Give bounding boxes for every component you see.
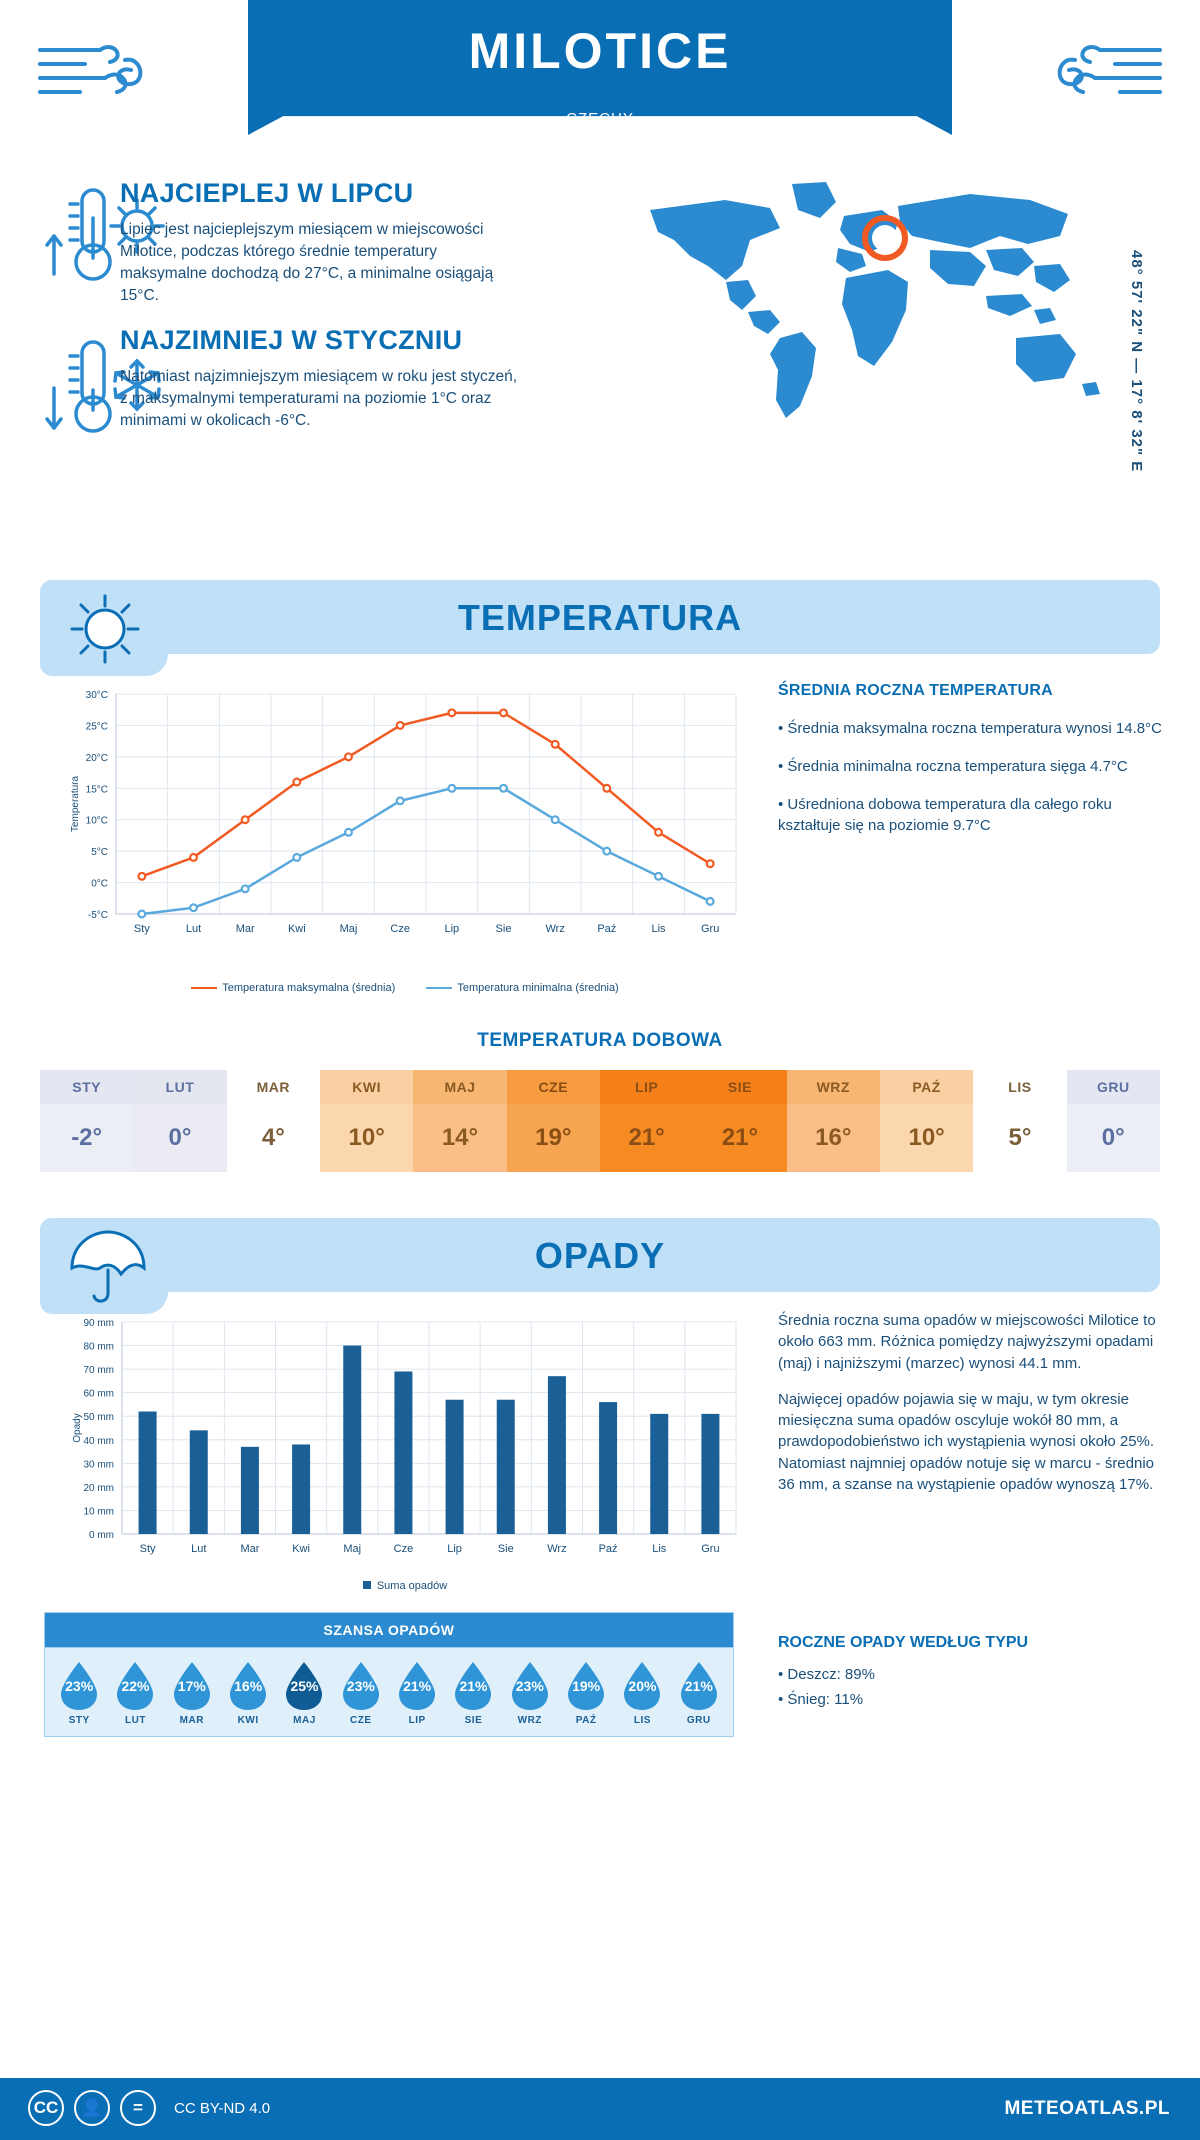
svg-text:-5°C: -5°C bbox=[87, 910, 108, 921]
page-title: MILOTICE bbox=[468, 23, 732, 79]
svg-text:10 mm: 10 mm bbox=[83, 1506, 114, 1518]
daily-temp-value: -2° bbox=[40, 1104, 133, 1172]
water-drop-icon bbox=[507, 1660, 553, 1712]
chance-month: LIS bbox=[633, 1715, 651, 1726]
daily-temp-column bbox=[693, 1070, 786, 1172]
svg-text:Wrz: Wrz bbox=[545, 923, 565, 935]
daily-temp-column bbox=[40, 1070, 133, 1172]
daily-temp-column bbox=[413, 1070, 506, 1172]
water-drop-icon bbox=[281, 1660, 327, 1712]
svg-text:Sty: Sty bbox=[139, 1543, 156, 1555]
chance-month: KWI bbox=[237, 1715, 259, 1726]
chance-value: 19% bbox=[572, 1678, 601, 1694]
precipitation-legend bbox=[60, 1580, 750, 1592]
chance-section bbox=[0, 1612, 1200, 1762]
chance-value: 22% bbox=[121, 1678, 150, 1694]
chance-column bbox=[333, 1660, 389, 1726]
chance-value: 21% bbox=[459, 1678, 488, 1694]
svg-text:40 mm: 40 mm bbox=[83, 1435, 114, 1447]
legend-item-max: Temperatura maksymalna (średnia) bbox=[191, 982, 395, 994]
daily-temp-column bbox=[880, 1070, 973, 1172]
daily-temp-month: PAŹ bbox=[880, 1070, 973, 1104]
water-drop-icon bbox=[619, 1660, 665, 1712]
chance-value: 20% bbox=[628, 1678, 657, 1694]
precipitation-text bbox=[778, 1310, 1170, 1510]
chance-column bbox=[107, 1660, 163, 1726]
type-rain: • Deszcz: 89% bbox=[778, 1666, 875, 1683]
daily-temp-month: STY bbox=[40, 1070, 133, 1104]
coordinates: 48° 57' 22" N — 17° 8' 32" E bbox=[1128, 250, 1145, 473]
svg-text:30°C: 30°C bbox=[85, 690, 108, 701]
svg-text:0°C: 0°C bbox=[91, 878, 108, 890]
precipitation-bar-chart bbox=[60, 1312, 750, 1582]
chance-value: 17% bbox=[177, 1678, 206, 1694]
svg-text:80 mm: 80 mm bbox=[83, 1341, 114, 1353]
warmest-title: NAJCIEPLEJ W LIPCU bbox=[120, 178, 414, 208]
daily-temp-month: GRU bbox=[1067, 1070, 1160, 1104]
temperature-chart-section bbox=[0, 664, 1200, 1024]
chance-value: 21% bbox=[403, 1678, 432, 1694]
chance-month: STY bbox=[68, 1715, 90, 1726]
coldest-title: NAJZIMNIEJ W STYCZNIU bbox=[120, 325, 463, 355]
svg-text:Sie: Sie bbox=[497, 1543, 514, 1555]
svg-text:Gru: Gru bbox=[701, 1543, 720, 1555]
daily-temp-month: MAR bbox=[227, 1070, 320, 1104]
svg-text:Mar: Mar bbox=[240, 1543, 260, 1555]
chance-column bbox=[51, 1660, 107, 1726]
svg-text:Wrz: Wrz bbox=[547, 1543, 567, 1555]
chance-column bbox=[164, 1660, 220, 1726]
intro-section bbox=[0, 150, 1200, 580]
chance-month: MAJ bbox=[293, 1715, 316, 1726]
warmest-block bbox=[120, 178, 520, 307]
temperature-legend bbox=[60, 982, 750, 994]
daily-temp-month: MAJ bbox=[413, 1070, 506, 1104]
svg-text:Lip: Lip bbox=[447, 1543, 462, 1555]
precipitation-types bbox=[778, 1634, 1170, 1716]
legend-item-min: Temperatura minimalna (średnia) bbox=[426, 982, 618, 994]
daily-temp-column bbox=[507, 1070, 600, 1172]
cc-icon: CC bbox=[28, 2090, 64, 2126]
chance-month: LUT bbox=[125, 1715, 146, 1726]
svg-text:30 mm: 30 mm bbox=[83, 1459, 114, 1471]
daily-temp-value: 21° bbox=[693, 1104, 786, 1172]
svg-text:Gru: Gru bbox=[700, 923, 720, 935]
chance-month: PAŹ bbox=[575, 1715, 597, 1726]
chance-value: 25% bbox=[290, 1678, 319, 1694]
svg-text:Mar: Mar bbox=[235, 923, 255, 935]
svg-text:20°C: 20°C bbox=[85, 752, 108, 764]
daily-temp-column bbox=[320, 1070, 413, 1172]
chance-of-precipitation-table bbox=[44, 1612, 734, 1737]
chance-month: CZE bbox=[350, 1715, 372, 1726]
svg-text:Opady: Opady bbox=[72, 1413, 83, 1443]
chance-month: MAR bbox=[179, 1715, 204, 1726]
precipitation-chart-section bbox=[0, 1302, 1200, 1612]
daily-temp-month: LIP bbox=[600, 1070, 693, 1104]
daily-temp-column bbox=[1067, 1070, 1160, 1172]
svg-text:20 mm: 20 mm bbox=[83, 1482, 114, 1494]
precip-paragraph-2: Najwięcej opadów pojawia się w maju, w tym okresie miesięczna suma opadów oscyluje wokół 80 mm, a prawdopodobieństwo ich wystąpienia wynosi około 25%. Natomiast najmniej opadów notuje się w marcu - średnio 36 mm, a szanse na wystąpienie opadów wynoszą 17%. bbox=[778, 1390, 1155, 1494]
svg-text:Cze: Cze bbox=[393, 1543, 414, 1555]
water-drop-icon bbox=[338, 1660, 384, 1712]
daily-temp-value: 16° bbox=[787, 1104, 880, 1172]
nd-icon: = bbox=[120, 2090, 156, 2126]
chance-value: 23% bbox=[65, 1678, 94, 1694]
chance-column bbox=[276, 1660, 332, 1726]
daily-temp-column bbox=[787, 1070, 880, 1172]
annual-temp-point-1: • Średnia maksymalna roczna temperatura wynosi 14.8°C bbox=[778, 720, 1162, 737]
precipitation-banner-title: OPADY bbox=[534, 1235, 666, 1276]
daily-temp-month: SIE bbox=[693, 1070, 786, 1104]
svg-text:10°C: 10°C bbox=[85, 815, 108, 827]
svg-text:50 mm: 50 mm bbox=[83, 1412, 114, 1424]
temperature-banner bbox=[40, 580, 1160, 664]
svg-text:Sie: Sie bbox=[495, 923, 512, 935]
chance-heading: SZANSA OPADÓW bbox=[44, 1612, 734, 1648]
footer bbox=[0, 2078, 1200, 2140]
svg-text:Temperatura: Temperatura bbox=[70, 775, 81, 833]
chance-column bbox=[614, 1660, 670, 1726]
coldest-block bbox=[120, 325, 520, 432]
water-drop-icon bbox=[676, 1660, 722, 1712]
svg-text:90 mm: 90 mm bbox=[83, 1318, 114, 1329]
svg-text:Paź: Paź bbox=[598, 1543, 618, 1555]
brand-name: METEOATLAS.PL bbox=[1004, 2098, 1170, 2119]
chance-column bbox=[445, 1660, 501, 1726]
daily-temp-value: 0° bbox=[1067, 1104, 1160, 1172]
svg-text:Maj: Maj bbox=[343, 1543, 362, 1555]
annual-temp-point-3: • Uśredniona dobowa temperatura dla całego roku kształtuje się na poziomie 9.7°C bbox=[778, 796, 1112, 834]
annual-temp-heading: ŚREDNIA ROCZNA TEMPERATURA bbox=[778, 682, 1053, 699]
header bbox=[0, 0, 1200, 150]
chance-month: WRZ bbox=[517, 1715, 542, 1726]
water-drop-icon bbox=[394, 1660, 440, 1712]
daily-temp-column bbox=[973, 1070, 1066, 1172]
daily-temp-value: 21° bbox=[600, 1104, 693, 1172]
wind-icon-left bbox=[30, 30, 160, 115]
svg-text:60 mm: 60 mm bbox=[83, 1388, 114, 1400]
chance-month: LIP bbox=[408, 1715, 426, 1726]
svg-text:Sty: Sty bbox=[133, 923, 150, 935]
chance-column bbox=[220, 1660, 276, 1726]
daily-temp-value: 19° bbox=[507, 1104, 600, 1172]
daily-temp-month: CZE bbox=[507, 1070, 600, 1104]
world-map bbox=[630, 170, 1110, 440]
daily-temp-month: LUT bbox=[133, 1070, 226, 1104]
svg-text:Kwi: Kwi bbox=[287, 923, 306, 935]
annual-temperature-summary bbox=[778, 682, 1168, 853]
chance-column bbox=[502, 1660, 558, 1726]
page-subtitle: CZECHY bbox=[566, 110, 634, 127]
svg-text:Lis: Lis bbox=[652, 1543, 667, 1555]
annual-temp-point-2: • Średnia minimalna roczna temperatura sięga 4.7°C bbox=[778, 758, 1128, 775]
daily-temp-value: 10° bbox=[880, 1104, 973, 1172]
daily-temp-value: 4° bbox=[227, 1104, 320, 1172]
precipitation-banner bbox=[40, 1218, 1160, 1302]
daily-temp-value: 5° bbox=[973, 1104, 1066, 1172]
water-drop-icon bbox=[225, 1660, 271, 1712]
svg-text:25°C: 25°C bbox=[85, 721, 108, 733]
chance-month: GRU bbox=[686, 1715, 711, 1726]
types-heading: ROCZNE OPADY WEDŁUG TYPU bbox=[778, 1634, 1029, 1651]
license-text: CC BY-ND 4.0 bbox=[174, 2099, 271, 2117]
svg-text:Lut: Lut bbox=[185, 923, 202, 935]
daily-temp-column bbox=[600, 1070, 693, 1172]
svg-text:15°C: 15°C bbox=[85, 784, 108, 796]
daily-temp-column bbox=[133, 1070, 226, 1172]
license-badges bbox=[28, 2090, 270, 2126]
chance-value: 23% bbox=[346, 1678, 375, 1694]
svg-text:Lip: Lip bbox=[444, 923, 460, 935]
daily-temperature-table bbox=[40, 1070, 1160, 1172]
legend-label-precip: Suma opadów bbox=[376, 1580, 448, 1592]
chance-value: 23% bbox=[515, 1678, 544, 1694]
daily-temp-month: LIS bbox=[973, 1070, 1066, 1104]
legend-swatch bbox=[363, 1581, 371, 1589]
water-drop-icon bbox=[169, 1660, 215, 1712]
svg-text:Lis: Lis bbox=[651, 923, 666, 935]
chance-column bbox=[671, 1660, 727, 1726]
chance-column bbox=[558, 1660, 614, 1726]
daily-temp-column bbox=[227, 1070, 320, 1172]
svg-text:70 mm: 70 mm bbox=[83, 1365, 114, 1377]
daily-temp-month: WRZ bbox=[787, 1070, 880, 1104]
coldest-text: Natomiast najzimniejszym miesiącem w roku jest styczeń, z maksymalnymi temperaturami na poziomie 1°C oraz minimami w okolicach -6°C. bbox=[120, 368, 518, 429]
svg-text:Cze: Cze bbox=[390, 923, 410, 935]
daily-temp-value: 10° bbox=[320, 1104, 413, 1172]
svg-text:5°C: 5°C bbox=[91, 847, 108, 859]
chance-month: SIE bbox=[464, 1715, 483, 1726]
daily-temp-value: 0° bbox=[133, 1104, 226, 1172]
chance-value: 21% bbox=[684, 1678, 713, 1694]
daily-temperature-heading: TEMPERATURA DOBOWA bbox=[477, 1030, 723, 1051]
svg-text:Kwi: Kwi bbox=[292, 1543, 310, 1555]
daily-temp-value: 14° bbox=[413, 1104, 506, 1172]
daily-temp-month: KWI bbox=[320, 1070, 413, 1104]
wind-icon-right bbox=[1040, 30, 1170, 115]
svg-text:0 mm: 0 mm bbox=[89, 1530, 114, 1541]
svg-text:Paź: Paź bbox=[597, 923, 617, 935]
type-snow: • Śnieg: 11% bbox=[778, 1691, 864, 1708]
chance-value: 16% bbox=[234, 1678, 263, 1694]
temperature-banner-title: TEMPERATURA bbox=[457, 597, 743, 638]
precip-paragraph-1: Średnia roczna suma opadów w miejscowości Milotice to około 663 mm. Różnica pomiędzy najwyższymi opadami (maj) i najniższymi (marzec) wynosi 44.1 mm. bbox=[778, 1312, 1156, 1372]
warmest-text: Lipiec jest najcieplejszym miesiącem w miejscowości Milotice, podczas którego średnie temperatury maksymalne dochodzą do 27°C, a minimalne osiągają 15°C. bbox=[120, 221, 494, 304]
temperature-line-chart bbox=[60, 682, 750, 982]
water-drop-icon bbox=[450, 1660, 496, 1712]
by-icon: 👤 bbox=[74, 2090, 110, 2126]
svg-text:Maj: Maj bbox=[339, 923, 358, 935]
water-drop-icon bbox=[563, 1660, 609, 1712]
water-drop-icon bbox=[56, 1660, 102, 1712]
water-drop-icon bbox=[112, 1660, 158, 1712]
svg-text:Lut: Lut bbox=[191, 1543, 207, 1555]
chance-column bbox=[389, 1660, 445, 1726]
